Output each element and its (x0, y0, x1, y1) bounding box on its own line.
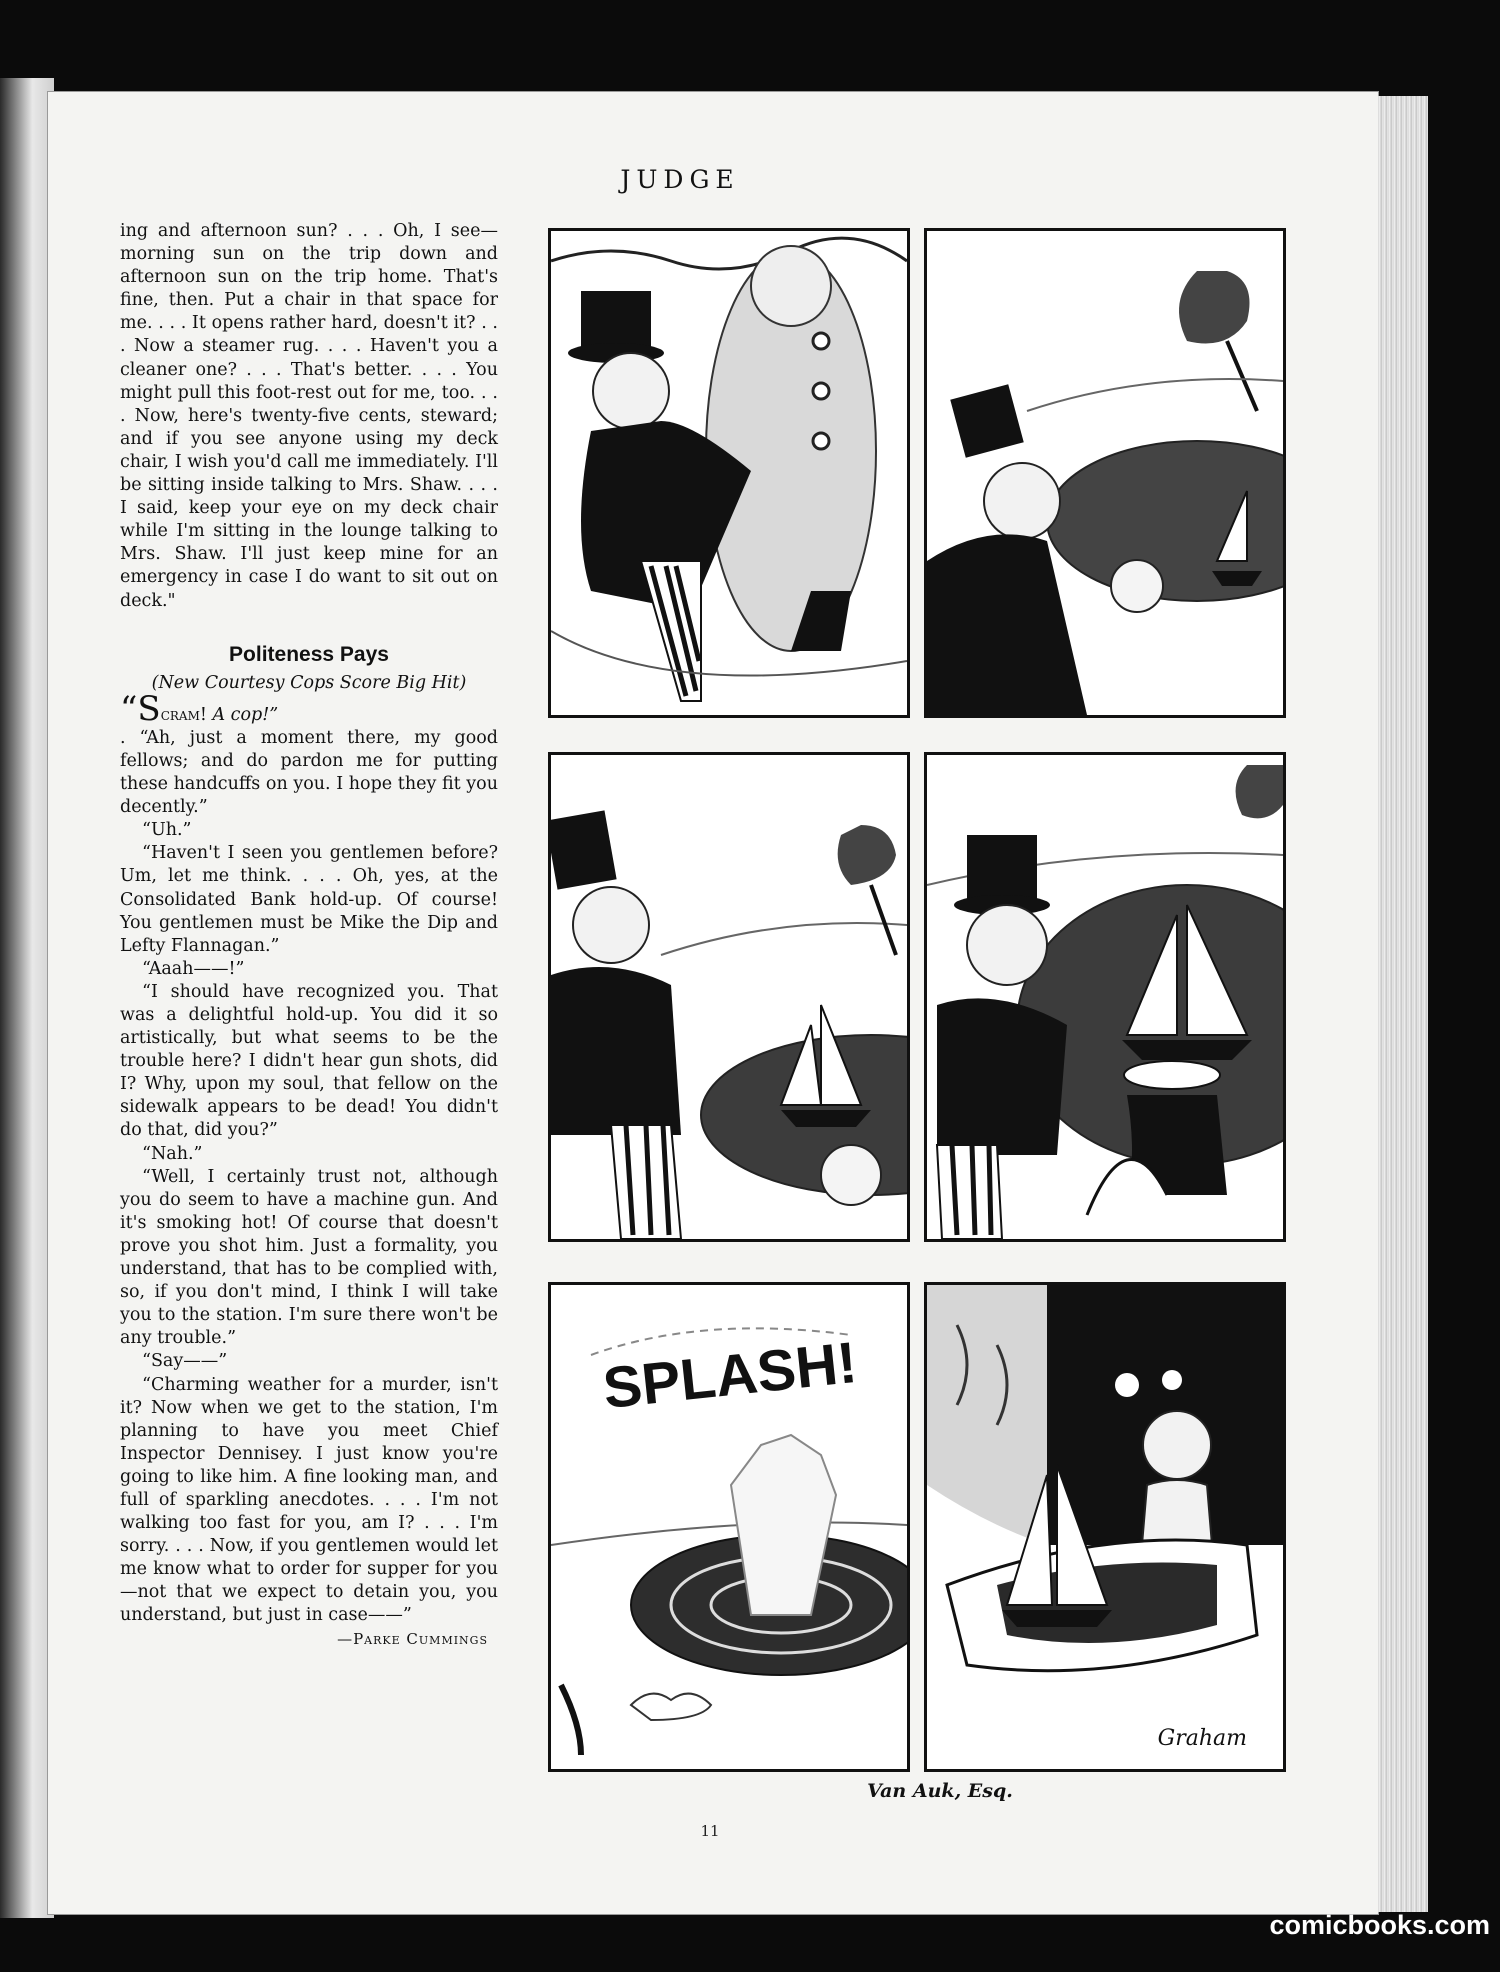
article-continuation: ing and afternoon sun? . . . Oh, I see—morning sun on the trip down and afternoon sun on the trip home. That's fine, then. Put a chair in that space for me. . . . It opens rather hard, doesn't it? . . . Now a steamer rug. . . . Haven't you a cleaner one? . . . That's better. . . . You might pull this foot-rest out for me, too. . . . Now, here's twenty-five cents, steward; and if you see anyone using my deck chair, I wish you'd call me immediately. I'll be sitting inside talking to Mrs. Shaw. . . . I said, keep your eye on my deck chair while I'm sitting in the lounge talking to Mrs. Shaw. I'll just keep mine for an emergency in case I do want to sit out on deck." (120, 221, 498, 611)
byline: —Parke Cummings (337, 1629, 488, 1648)
article-opening (120, 688, 498, 729)
paragraph: “I should have recognized you. That was a delightful hold-up. You did it so artistically, but what seems to be the trouble here? I didn't hear gun shots, did I? Why, upon my soul, that fellow on the sidewalk appears to be dead! You didn't do that, did you?” (120, 981, 498, 1141)
comic-panel-6 (924, 1282, 1286, 1772)
comic-panel-1 (548, 228, 910, 718)
splash-text: SPLASH! (600, 1329, 860, 1422)
comic-panel-4 (924, 752, 1286, 1242)
page-number: 11 (700, 1822, 720, 1840)
paragraph: “Uh.” (142, 820, 192, 841)
book-left-binding (0, 78, 54, 1918)
article-subtitle: (New Courtesy Cops Score Big Hit) (151, 672, 467, 693)
comic-panel-2 (924, 228, 1286, 718)
comic-panel-5 (548, 1282, 910, 1772)
comic-panel-3 (548, 752, 910, 1242)
article-title: Politeness Pays (229, 642, 389, 666)
paragraph: “Haven't I seen you gentlemen before? Um, let me think. . . . Oh, yes, at the Consolidated Bank hold-up. Of course! You gentlemen must be Mike the Dip and Lefty Flannagan.” (120, 843, 498, 956)
text-column (120, 220, 498, 1651)
page-title: JUDGE (620, 165, 740, 194)
paragraph: “Aaah——!” (142, 958, 245, 979)
opening-rest: A cop!” (206, 704, 279, 725)
artist-signature: Graham (1157, 1726, 1247, 1751)
paragraph: “Well, I certainly trust not, although you do seem to have a machine gun. And it's smoking hot! Of course that doesn't prove you shot him. Just a formality, you understand, that has to be complied with, so, if you don't mind, I think I will take you to the station. I'm sure there won't be any trouble.” (120, 1166, 498, 1349)
panel-2-art (927, 231, 1283, 715)
panel-3-art (551, 755, 907, 1239)
paragraph: . “Ah, just a moment there, my good fellows; and do pardon me for putting these handcuffs on you. I hope they fit you decently.” (120, 727, 498, 818)
paragraph: “Nah.” (142, 1143, 203, 1164)
page-stack-edge (1378, 96, 1428, 1912)
watermark: comicbooks.com (1269, 1910, 1490, 1940)
panel-1-art (551, 231, 907, 715)
panel-4-art (927, 755, 1283, 1239)
panel-5-art (551, 1285, 907, 1769)
paragraph: “Say——” (142, 1351, 228, 1372)
panel-6-art (927, 1285, 1283, 1769)
opening-caps: cram! (160, 704, 207, 725)
paragraph: “Charming weather for a murder, isn't it? Now when we get to the station, I'm planning to have you meet Chief Inspector Dennisey. I just know you're going to like him. A fine looking man, and full of sparkling anecdotes. . . . I'm not walking too fast for you, am I? . . . I'm sorry. . . . Now, if you gentlemen would let me know what to order for supper for you—not that we expect to detain you, you understand, but just in case——” (120, 1374, 498, 1626)
drop-cap: “S (120, 688, 161, 729)
comic-credit: Van Auk, Esq. (867, 1780, 1013, 1802)
